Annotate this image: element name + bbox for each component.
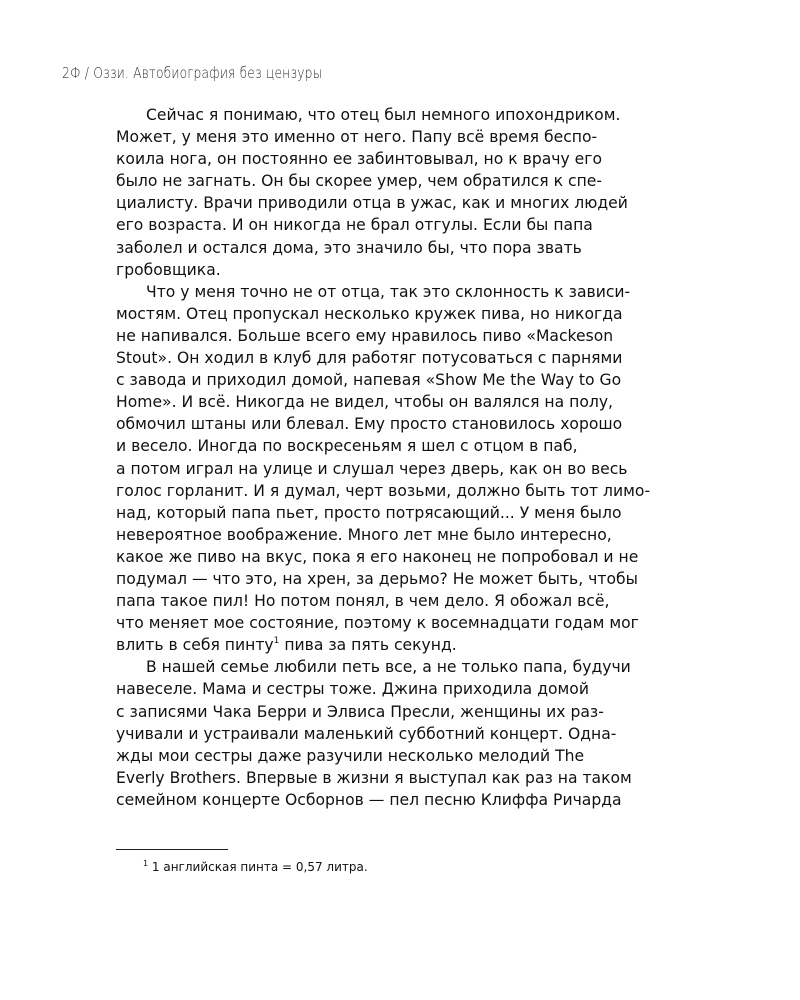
text-line: учивали и устраивали маленький субботний концерт. Одна- xyxy=(116,724,617,743)
text-line xyxy=(116,634,726,656)
text-line: Stout». Он ходил в клуб для работяг потусоваться с парнями xyxy=(116,349,623,368)
paragraph-1 xyxy=(116,104,726,281)
text-fragment: пива за пять секунд. xyxy=(279,636,457,655)
running-header: 2Ф / Оззи. Автобиография без цензуры xyxy=(62,64,323,82)
text-line: семейном концерте Осборнов — пел песню Клиффа Ричарда xyxy=(116,790,622,809)
text-line: Everly Brothers. Впервые в жизни я выступал как раз на таком xyxy=(116,768,632,787)
paragraph-3 xyxy=(116,656,726,811)
footnote xyxy=(143,860,368,874)
text-line: папа такое пил! Но потом понял, в чем дело. Я обожал всё, xyxy=(116,592,610,611)
body-text xyxy=(116,104,726,811)
footnote-divider xyxy=(116,849,228,850)
text-line: обмочил штаны или блевал. Ему просто становилось хорошо xyxy=(116,415,623,434)
text-line: что меняет мое состояние, поэтому к восемнадцати годам мог xyxy=(116,614,639,633)
text-line: циалисту. Врачи приводили отца в ужас, как и многих людей xyxy=(116,194,628,213)
text-line: навеселе. Мама и сестры тоже. Джина приходила домой xyxy=(116,680,589,699)
text-line: В нашей семье любили петь все, а не только папа, будучи xyxy=(146,658,631,677)
text-line: Home». И всё. Никогда не видел, чтобы он валялся на полу, xyxy=(116,393,614,412)
text-line: не напивался. Больше всего ему нравилось пиво «Mackeson xyxy=(116,326,614,345)
text-line: мостям. Отец пропускал несколько кружек пива, но никогда xyxy=(116,304,623,323)
text-line: с записями Чака Берри и Элвиса Пресли, женщины их раз- xyxy=(116,702,604,721)
text-line: над, который папа пьет, просто потрясающий... У меня было xyxy=(116,503,622,522)
text-line: голос горланит. И я думал, черт возьми, должно быть тот лимо- xyxy=(116,481,651,500)
text-line: его возраста. И он никогда не брал отгулы. Если бы папа xyxy=(116,216,593,235)
text-line: коила нога, он постоянно ее забинтовывал, но к врачу его xyxy=(116,150,602,169)
text-line: и весело. Иногда по воскресеньям я шел с отцом в паб, xyxy=(116,437,578,456)
footnote-reference[interactable]: 1 xyxy=(273,636,280,647)
text-fragment: влить в себя пинту xyxy=(116,636,274,655)
text-line: с завода и приходил домой, напевая «Show Me the Way to Go xyxy=(116,371,622,390)
footnote-text: 1 английская пинта = 0,57 литра. xyxy=(148,860,368,874)
text-line: подумал — что это, на хрен, за дерьмо? Не может быть, чтобы xyxy=(116,569,638,588)
footnote-marker: 1 xyxy=(143,859,149,868)
text-line: Может, у меня это именно от него. Папу всё время беспо- xyxy=(116,128,598,147)
text-line: заболел и остался дома, это значило бы, что пора звать xyxy=(116,238,582,257)
text-line: гробовщика. xyxy=(116,260,221,279)
text-line: жды мои сестры даже разучили несколько мелодий The xyxy=(116,746,585,765)
text-line: было не загнать. Он бы скорее умер, чем обратился к спе- xyxy=(116,172,603,191)
text-line: какое же пиво на вкус, пока я его наконец не попробовал и не xyxy=(116,547,639,566)
paragraph-2 xyxy=(116,281,726,657)
text-line: невероятное воображение. Много лет мне было интересно, xyxy=(116,525,612,544)
text-line: Сейчас я понимаю, что отец был немного ипохондриком. xyxy=(146,106,621,124)
text-line: Что у меня точно не от отца, так это склонность к зависи- xyxy=(146,282,631,301)
text-line: а потом играл на улице и слушал через дверь, как он во весь xyxy=(116,459,628,478)
